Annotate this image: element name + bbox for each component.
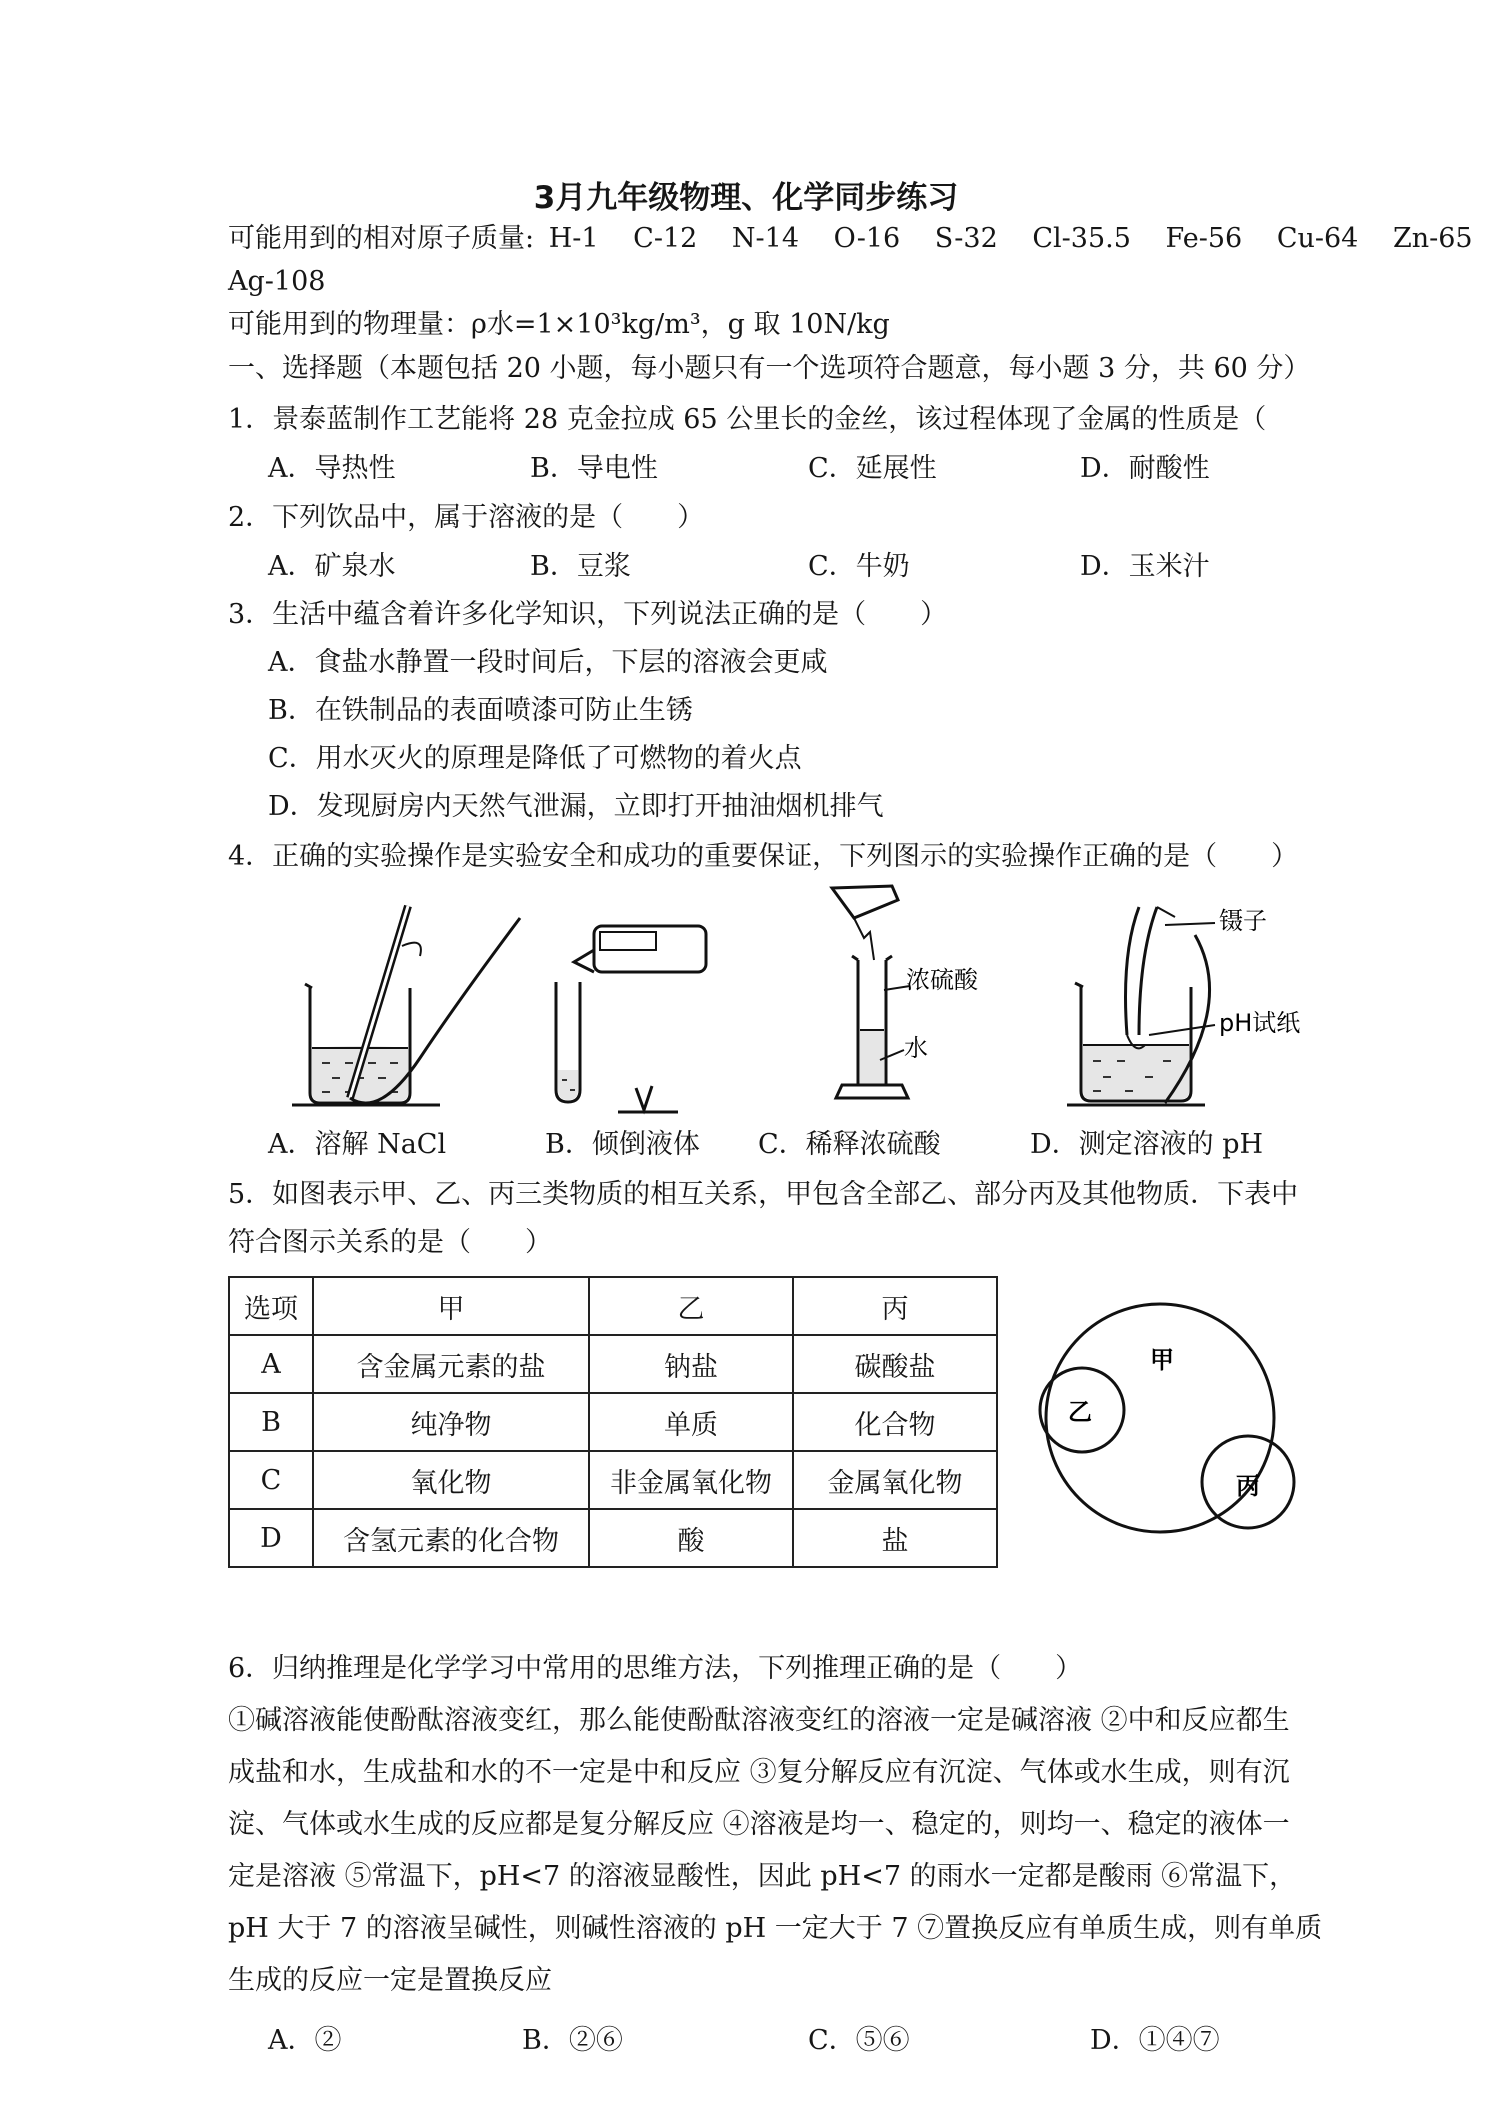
q5-table: [228, 1276, 998, 1568]
q6-body-line: 淀、气体或水生成的反应都是复分解反应 ④溶液是均一、稳定的，则均一、稳定的液体一: [228, 1809, 1290, 1840]
diagram-dissolve-nacl: [290, 898, 540, 1128]
diagram-dilute-acid: [818, 880, 1018, 1120]
q3-option-d: D．发现厨房内天然气泄漏，立即打开抽油烟机排气: [268, 791, 884, 822]
table-header-row: [229, 1277, 997, 1335]
q6-body-line: pH 大于 7 的溶液呈碱性，则碱性溶液的 pH 一定大于 7 ⑦置换反应有单质生成，则有单质: [228, 1913, 1323, 1944]
q1-option-a: A．导热性: [268, 453, 396, 484]
venn-label-jia: 甲: [1150, 1346, 1174, 1374]
q6-body-line: 生成的反应一定是置换反应: [228, 1965, 552, 1996]
table-cell: 非金属氧化物: [589, 1451, 793, 1509]
atomic-mass-ag: Ag-108: [228, 266, 326, 297]
table-cell: 碳酸盐: [793, 1335, 997, 1393]
section-header: 一、选择题（本题包括 20 小题，每小题只有一个选项符合题意，每小题 3 分，共 60 分）: [228, 353, 1311, 384]
table-cell: 钠盐: [589, 1335, 793, 1393]
q2-stem: 2．下列饮品中，属于溶液的是（ ）: [228, 502, 705, 533]
table-row: [229, 1451, 997, 1509]
table-cell: 化合物: [793, 1393, 997, 1451]
venn-label-bing: 丙: [1236, 1472, 1260, 1500]
table-cell: 氧化物: [313, 1451, 589, 1509]
q5-venn-diagram: [1010, 1300, 1340, 1560]
table-header: 选项: [229, 1277, 313, 1335]
q6-body-line: 定是溶液 ⑤常温下，pH<7 的溶液显酸性，因此 pH<7 的雨水一定都是酸雨 ⑥常温下，: [228, 1861, 1297, 1892]
q4-stem: 4．正确的实验操作是实验安全和成功的重要保证，下列图示的实验操作正确的是（ ）: [228, 841, 1299, 872]
table-row: [229, 1335, 997, 1393]
label-water: 水: [904, 1034, 928, 1062]
label-ph-paper: pH试纸: [1219, 1009, 1301, 1037]
atomic-masses-line: [228, 222, 1473, 256]
atomic-mass-fe: Fe-56: [1165, 223, 1243, 254]
atomic-mass-n: N-14: [731, 223, 799, 254]
table-cell: 单质: [589, 1393, 793, 1451]
venn-label-yi: 乙: [1068, 1398, 1092, 1426]
table-cell: C: [229, 1451, 313, 1509]
diagram-measure-ph: [1065, 895, 1335, 1125]
q4-option-d: D．测定溶液的 pH: [1030, 1129, 1264, 1160]
table-header: 丙: [793, 1277, 997, 1335]
q3-option-a: A．食盐水静置一段时间后，下层的溶液会更咸: [268, 647, 828, 678]
q1-option-d: D．耐酸性: [1080, 453, 1210, 484]
q6-body-line: ①碱溶液能使酚酞溶液变红，那么能使酚酞溶液变红的溶液一定是碱溶液 ②中和反应都生: [228, 1705, 1290, 1736]
table-cell: B: [229, 1393, 313, 1451]
page-title: 3月九年级物理、化学同步练习: [533, 180, 959, 216]
table-header: 乙: [589, 1277, 793, 1335]
table-header: 甲: [313, 1277, 589, 1335]
label-conc-acid: 浓硫酸: [906, 966, 978, 994]
q6-option-b: B．②⑥: [522, 2025, 623, 2056]
atomic-mass-o: O-16: [833, 223, 901, 254]
label-tweezers: 镊子: [1219, 907, 1267, 935]
atomic-mass-zn: Zn-65: [1392, 223, 1473, 254]
atomic-mass-cl: Cl-35.5: [1032, 223, 1131, 254]
q5-stem-line1: 5．如图表示甲、乙、丙三类物质的相互关系，甲包含全部乙、部分丙及其他物质．下表中: [228, 1179, 1299, 1210]
q3-option-c: C．用水灭火的原理是降低了可燃物的着火点: [268, 743, 802, 774]
q4-option-a: A．溶解 NaCl: [268, 1129, 447, 1160]
physics-constants: 可能用到的物理量：ρ水=1×10³kg/m³，g 取 10N/kg: [228, 309, 890, 340]
table-cell: 酸: [589, 1509, 793, 1567]
q2-option-c: C．牛奶: [808, 551, 910, 582]
q2-option-b: B．豆浆: [530, 551, 631, 582]
q6-option-a: A．②: [268, 2025, 342, 2056]
q2-option-d: D．玉米汁: [1080, 551, 1210, 582]
q3-option-b: B．在铁制品的表面喷漆可防止生锈: [268, 695, 693, 726]
table-cell: 盐: [793, 1509, 997, 1567]
table-row: [229, 1393, 997, 1451]
table-cell: A: [229, 1335, 313, 1393]
q1-stem: 1．景泰蓝制作工艺能将 28 克金拉成 65 公里长的金丝，该过程体现了金属的性质是（: [228, 404, 1267, 435]
q6-option-c: C．⑤⑥: [808, 2025, 910, 2056]
table-cell: 含金属元素的盐: [313, 1335, 589, 1393]
q4-option-b: B．倾倒液体: [545, 1129, 700, 1160]
table-cell: 纯净物: [313, 1393, 589, 1451]
atomic-mass-cu: Cu-64: [1276, 223, 1359, 254]
table-row: [229, 1509, 997, 1567]
q6-stem: 6．归纳推理是化学学习中常用的思维方法，下列推理正确的是（ ）: [228, 1653, 1083, 1684]
q1-option-c: C．延展性: [808, 453, 937, 484]
q5-stem-line2: 符合图示关系的是（ ）: [228, 1227, 552, 1258]
q6-option-d: D．①④⑦: [1090, 2025, 1220, 2056]
q2-option-a: A．矿泉水: [268, 551, 396, 582]
table-cell: D: [229, 1509, 313, 1567]
diagram-pour-liquid: [548, 920, 718, 1120]
table-cell: 含氢元素的化合物: [313, 1509, 589, 1567]
atomic-mass-s: S-32: [934, 223, 998, 254]
atomic-mass-h: H-1: [548, 223, 599, 254]
q1-option-b: B．导电性: [530, 453, 658, 484]
atomic-masses-label: 可能用到的相对原子质量:: [228, 223, 535, 254]
table-cell: 金属氧化物: [793, 1451, 997, 1509]
q3-stem: 3．生活中蕴含着许多化学知识，下列说法正确的是（ ）: [228, 599, 948, 630]
q6-body-line: 成盐和水，生成盐和水的不一定是中和反应 ③复分解反应有沉淀、气体或水生成，则有沉: [228, 1757, 1290, 1788]
atomic-mass-c: C-12: [633, 223, 698, 254]
q4-option-c: C．稀释浓硫酸: [758, 1129, 941, 1160]
